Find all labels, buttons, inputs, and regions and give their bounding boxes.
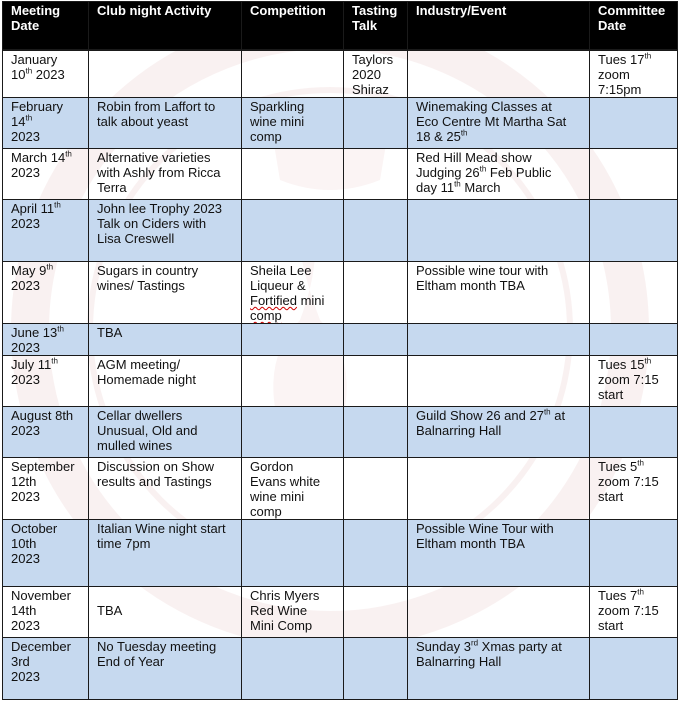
cell-competition: Sheila Lee Liqueur & Fortified mini comp — [242, 262, 344, 324]
cell-meeting-date: November 14th 2023 — [3, 587, 89, 638]
cell-meeting-date: May 9th 2023 — [3, 262, 89, 324]
cell-industry-event: Possible wine tour with Eltham month TBA — [408, 262, 590, 324]
cell-meeting-date: October 10th 2023 — [3, 520, 89, 587]
cell-industry-event — [408, 587, 590, 638]
cell-club-night-activity: Italian Wine night start time 7pm — [89, 520, 242, 587]
cell-competition: Sparkling wine mini comp — [242, 98, 344, 149]
cell-industry-event: Guild Show 26 and 27th at Balnarring Hall — [408, 407, 590, 458]
table-row — [3, 520, 678, 587]
cell-committee-date — [590, 520, 678, 587]
cell-tasting-talk — [344, 324, 408, 356]
cell-tasting-talk — [344, 200, 408, 262]
cell-industry-event — [408, 324, 590, 356]
cell-industry-event: Possible Wine Tour with Eltham month TBA — [408, 520, 590, 587]
cell-meeting-date: September 12th 2023 — [3, 458, 89, 520]
cell-industry-event — [408, 356, 590, 407]
table-row — [3, 98, 678, 149]
cell-industry-event — [408, 200, 590, 262]
cell-tasting-talk: Taylors 2020 Shiraz — [344, 50, 408, 98]
cell-competition — [242, 520, 344, 587]
table-row — [3, 458, 678, 520]
cell-committee-date: Tues 5th zoom 7:15 start — [590, 458, 678, 520]
header-club-night-activity: Club night Activity — [89, 2, 242, 51]
cell-club-night-activity: Alternative varieties with Ashly from Ricca Terra — [89, 149, 242, 200]
table-header-row — [3, 2, 678, 51]
cell-committee-date — [590, 324, 678, 356]
cell-club-night-activity: Cellar dwellers Unusual, Old and mulled wines — [89, 407, 242, 458]
cell-committee-date — [590, 262, 678, 324]
header-industry-event: Industry/Event — [408, 2, 590, 51]
cell-committee-date: Tues 7th zoom 7:15 start — [590, 587, 678, 638]
header-committee-date: Committee Date — [590, 2, 678, 51]
cell-committee-date — [590, 407, 678, 458]
cell-committee-date: Tues 15th zoom 7:15 start — [590, 356, 678, 407]
cell-tasting-talk — [344, 520, 408, 587]
cell-meeting-date: August 8th 2023 — [3, 407, 89, 458]
cell-meeting-date: December 3rd 2023 — [3, 638, 89, 700]
cell-club-night-activity: John lee Trophy 2023 Talk on Ciders with Lisa Creswell — [89, 200, 242, 262]
cell-competition — [242, 407, 344, 458]
cell-meeting-date: April 11th 2023 — [3, 200, 89, 262]
cell-committee-date — [590, 638, 678, 700]
cell-competition: Gordon Evans white wine mini comp — [242, 458, 344, 520]
cell-club-night-activity: Discussion on Show results and Tastings — [89, 458, 242, 520]
cell-tasting-talk — [344, 149, 408, 200]
cell-club-night-activity: Robin from Laffort to talk about yeast — [89, 98, 242, 149]
cell-industry-event: Sunday 3rd Xmas party at Balnarring Hall — [408, 638, 590, 700]
cell-club-night-activity: TBA — [89, 587, 242, 638]
cell-club-night-activity: AGM meeting/ Homemade night — [89, 356, 242, 407]
table-row — [3, 324, 678, 356]
cell-club-night-activity: No Tuesday meeting End of Year — [89, 638, 242, 700]
cell-tasting-talk — [344, 262, 408, 324]
table-row — [3, 587, 678, 638]
table-row — [3, 149, 678, 200]
cell-industry-event — [408, 458, 590, 520]
table-row — [3, 200, 678, 262]
cell-tasting-talk — [344, 356, 408, 407]
table-row — [3, 50, 678, 98]
cell-committee-date — [590, 98, 678, 149]
table-row — [3, 638, 678, 700]
table-row — [3, 262, 678, 324]
cell-committee-date — [590, 149, 678, 200]
cell-competition: Chris Myers Red Wine Mini Comp — [242, 587, 344, 638]
cell-industry-event: Winemaking Classes at Eco Centre Mt Martha Sat 18 & 25th — [408, 98, 590, 149]
cell-competition — [242, 638, 344, 700]
cell-tasting-talk — [344, 638, 408, 700]
cell-meeting-date: March 14th 2023 — [3, 149, 89, 200]
cell-meeting-date: July 11th 2023 — [3, 356, 89, 407]
table-row — [3, 407, 678, 458]
cell-tasting-talk — [344, 98, 408, 149]
cell-competition — [242, 149, 344, 200]
header-competition: Competition — [242, 2, 344, 51]
cell-industry-event: Red Hill Mead show Judging 26th Feb Public day 11th March — [408, 149, 590, 200]
meeting-schedule-table — [2, 1, 678, 700]
cell-competition — [242, 200, 344, 262]
cell-meeting-date: February 14th 2023 — [3, 98, 89, 149]
header-meeting-date: Meeting Date — [3, 2, 89, 51]
cell-committee-date — [590, 200, 678, 262]
cell-industry-event — [408, 50, 590, 98]
cell-meeting-date: June 13th 2023 — [3, 324, 89, 356]
cell-competition — [242, 324, 344, 356]
cell-competition — [242, 356, 344, 407]
cell-tasting-talk — [344, 458, 408, 520]
cell-tasting-talk — [344, 587, 408, 638]
cell-club-night-activity: Sugars in country wines/ Tastings — [89, 262, 242, 324]
header-tasting-talk: Tasting Talk — [344, 2, 408, 51]
cell-club-night-activity — [89, 50, 242, 98]
cell-competition — [242, 50, 344, 98]
cell-committee-date: Tues 17th zoom 7:15pm — [590, 50, 678, 98]
table-row — [3, 356, 678, 407]
cell-club-night-activity: TBA — [89, 324, 242, 356]
cell-meeting-date: January 10th 2023 — [3, 50, 89, 98]
cell-tasting-talk — [344, 407, 408, 458]
